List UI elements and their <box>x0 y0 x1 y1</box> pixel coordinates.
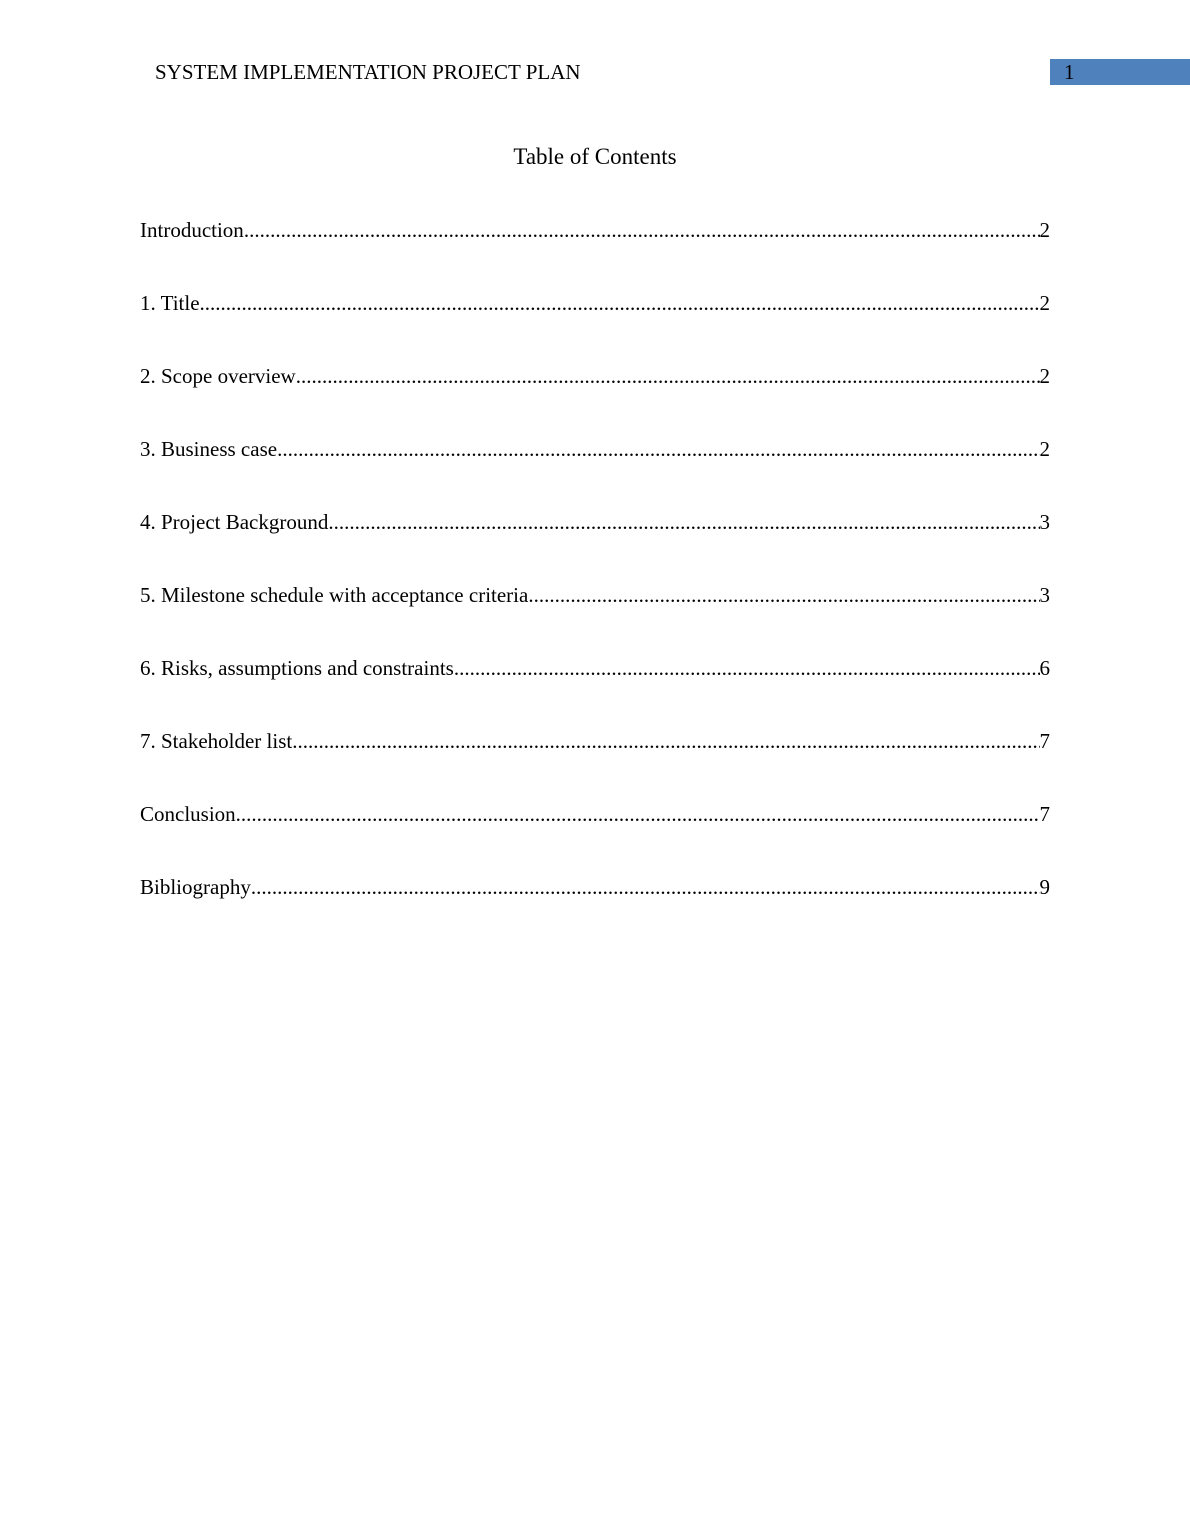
toc-entry-label: 6. Risks, assumptions and constraints <box>140 656 454 680</box>
toc-entry-page: 7 <box>1039 802 1050 826</box>
toc-entry-title[interactable] <box>140 289 1050 362</box>
toc-entry-label: Introduction <box>140 218 244 242</box>
toc-entry-label: 4. Project Background <box>140 510 329 534</box>
toc-entry-milestone-schedule[interactable] <box>140 581 1050 654</box>
toc-entry-label: 1. Title <box>140 291 200 315</box>
toc-entry-page: 2 <box>1039 218 1050 242</box>
toc-entry-business-case[interactable] <box>140 435 1050 508</box>
toc-dot-leader <box>454 654 1040 682</box>
toc-entry-label: Bibliography <box>140 875 251 899</box>
toc-entry-page: 7 <box>1039 729 1050 753</box>
toc-list <box>140 216 1050 946</box>
running-header-title: SYSTEM IMPLEMENTATION PROJECT PLAN <box>155 60 581 84</box>
page-number-bar <box>1050 59 1190 85</box>
toc-entry-scope-overview[interactable] <box>140 362 1050 435</box>
toc-dot-leader <box>251 873 1040 901</box>
toc-heading: Table of Contents <box>513 144 677 169</box>
toc-entry-stakeholder-list[interactable] <box>140 727 1050 800</box>
toc-entry-label: Conclusion <box>140 802 236 826</box>
toc-entry-project-background[interactable] <box>140 508 1050 581</box>
toc-entry-bibliography[interactable] <box>140 873 1050 946</box>
toc-dot-leader <box>244 216 1040 244</box>
toc-dot-leader <box>328 508 1039 536</box>
toc-dot-leader <box>277 435 1039 463</box>
toc-entry-page: 2 <box>1039 291 1050 315</box>
toc-entry-conclusion[interactable] <box>140 800 1050 873</box>
toc-dot-leader <box>528 581 1039 609</box>
toc-entry-label: 5. Milestone schedule with acceptance criteria <box>140 583 529 607</box>
toc-dot-leader <box>236 800 1040 828</box>
toc-entry-page: 9 <box>1039 875 1050 899</box>
toc-entry-page: 2 <box>1039 437 1050 461</box>
toc-dot-leader <box>292 727 1039 755</box>
toc-entry-page: 3 <box>1039 510 1050 534</box>
toc-entry-label: 2. Scope overview <box>140 364 296 388</box>
toc-entry-page: 6 <box>1039 656 1050 680</box>
toc-entry-label: 3. Business case <box>140 437 278 461</box>
toc-dot-leader <box>200 289 1040 317</box>
toc-entry-risks-assumptions-constraints[interactable] <box>140 654 1050 727</box>
toc-entry-introduction[interactable] <box>140 216 1050 289</box>
toc-entry-page: 2 <box>1039 364 1050 388</box>
toc-entry-page: 3 <box>1039 583 1050 607</box>
toc-entry-label: 7. Stakeholder list <box>140 729 293 753</box>
page-number: 1 <box>1064 60 1075 84</box>
toc-dot-leader <box>296 362 1040 390</box>
